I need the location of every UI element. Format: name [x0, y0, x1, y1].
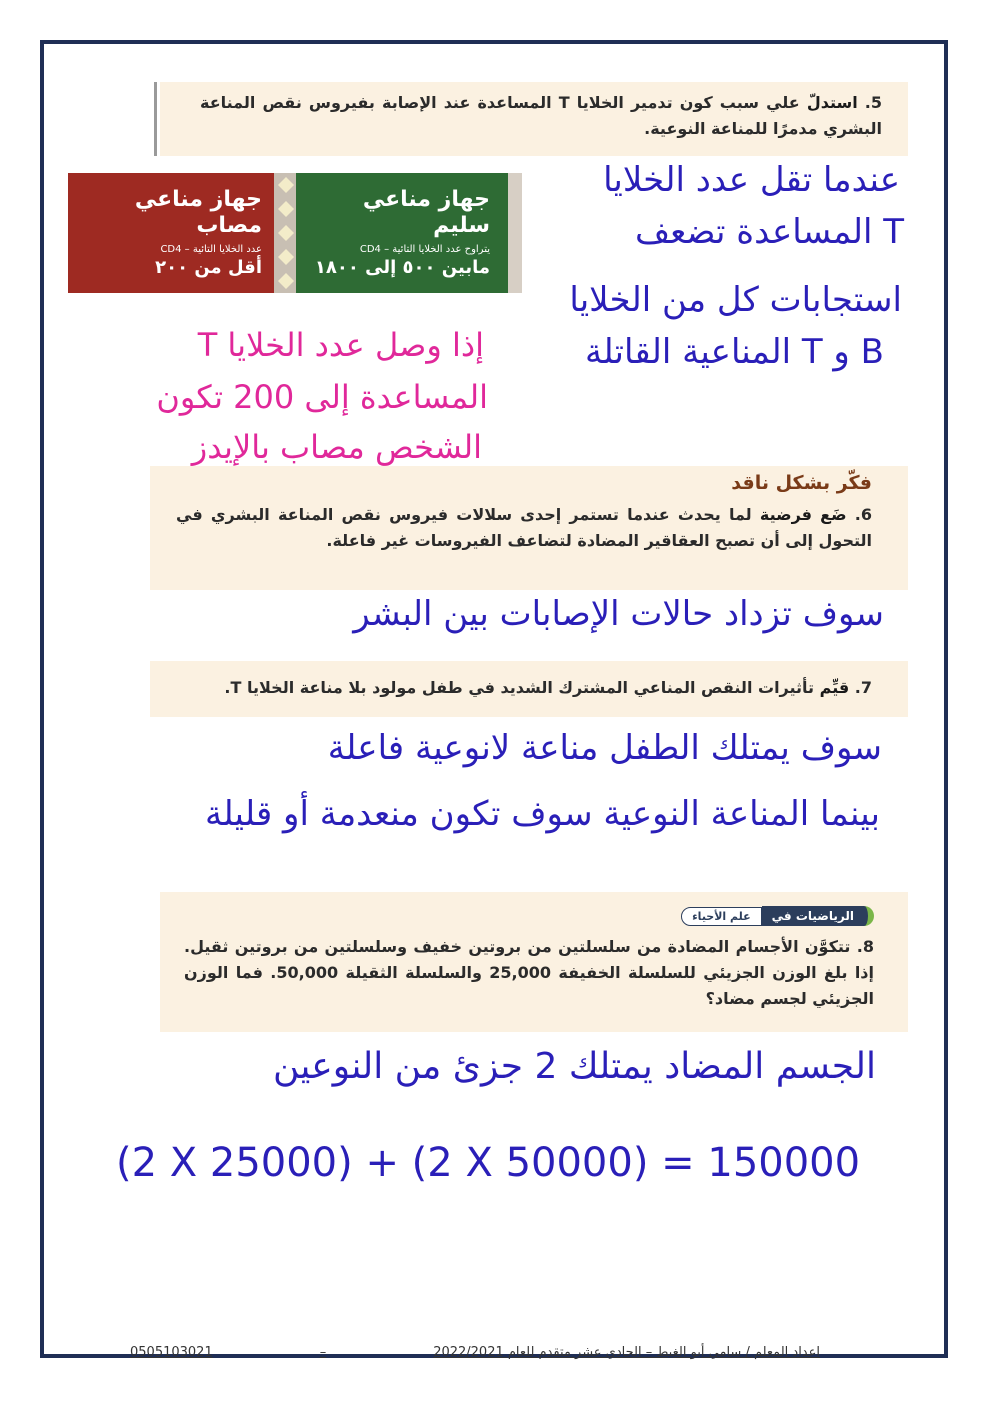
question-5-box	[160, 82, 908, 156]
question-keyword: استدلّ	[806, 93, 858, 112]
question-6-text	[150, 494, 908, 554]
healthy-title: جهاز مناعي سليم	[362, 187, 490, 238]
answer-7-line-1: سوف يمتلك الطفل مناعة لانوعية فاعلة	[327, 728, 882, 768]
footer-credit: اعداد المعلم / سامي أبو الغيط – الحادي عشر متقدم للعام 2022/2021	[433, 1345, 820, 1360]
question-body: تأثيرات النقص المناعي المشترك الشديد في طفل مولود بلا مناعة الخلايا T.	[224, 678, 815, 697]
infected-panel	[68, 173, 280, 293]
question-7-text	[150, 661, 908, 701]
healthy-caption: يتراوح عدد الخلايا التائية – CD4	[359, 244, 490, 255]
infected-value: أقل من ٢٠٠	[155, 257, 262, 278]
answer-5-line-3: استجابات كل من الخلايا	[569, 280, 902, 320]
question-7-box	[150, 661, 908, 717]
healthy-panel	[296, 173, 508, 293]
answer-8-equation: (2 X 25000) + (2 X 50000) = 150000	[116, 1140, 861, 1186]
question-body: تتكوَّن الأجسام المضادة من سلسلتين من بروتين خفيف وسلسلتين من بروتين ثقيل. إذا بلغ الوزن الجزيئي للسلسلة الخفيفة 25,000 والسلسلة الثقيلة 50,000. فما الوزن الجزيئي لجسم مضاد؟	[184, 937, 875, 1008]
question-5-text	[160, 82, 908, 142]
badge-sub: علم الأحياء	[681, 907, 762, 926]
healthy-value: مابين ٥٠٠ إلى ١٨٠٠	[314, 257, 490, 278]
note-pink-line-2: المساعدة إلى 200 تكون	[156, 378, 488, 416]
question-6-box	[150, 466, 908, 590]
question-8-text	[160, 926, 908, 1012]
question-number: 6.	[854, 505, 872, 524]
badge-main: الرياضيات في	[762, 906, 874, 926]
answer-5-line-1: عندما تقل عدد الخلايا	[603, 160, 900, 200]
question-keyword: ضَع فرضية	[759, 505, 847, 524]
math-in-biology-badge	[160, 892, 908, 926]
question-body: علي سبب كون تدمير الخلايا T المساعدة عند الإصابة بفيروس نقص المناعة البشري مدمرًا للمناعة النوعية.	[200, 93, 882, 138]
answer-6: سوف تزداد حالات الإصابات بين البشر	[353, 594, 884, 634]
question-body: لما يحدث عندما تستمر إحدى سلالات فيروس نقص المناعة البشري في التحول إلى أن تصبح العقاقير المضادة لتضاعف الفيروسات غير فاعلة.	[176, 505, 872, 550]
answer-5-line-2: T المساعدة تضعف	[634, 212, 904, 252]
footer-phone: 0505103021	[130, 1345, 213, 1360]
footer	[130, 1345, 820, 1360]
answer-7-line-2: بينما المناعة النوعية سوف تكون منعدمة أو قليلة	[204, 794, 880, 834]
question-number: 8.	[856, 937, 874, 956]
note-pink-line-3: الشخص مصاب بالإيدز	[191, 428, 482, 466]
cd4-banner	[68, 173, 522, 293]
infected-title: جهاز مناعي مصاب	[134, 187, 262, 238]
question-keyword: قيِّم	[819, 678, 850, 697]
zigzag-divider	[274, 173, 298, 293]
answer-5-line-4: B و T المناعية القاتلة	[585, 332, 884, 372]
footer-dash: –	[319, 1345, 327, 1360]
critical-thinking-title: فكّر بشكل ناقد	[731, 472, 872, 494]
question-8-box	[160, 892, 908, 1032]
answer-8-line-1: الجسم المضاد يمتلك 2 جزئ من النوعين	[273, 1046, 876, 1087]
infected-caption: عدد الخلايا التائية – CD4	[160, 244, 262, 255]
question-number: 5.	[864, 93, 883, 112]
note-pink-line-1: إذا وصل عدد الخلايا T	[197, 326, 484, 364]
question-number: 7.	[854, 678, 872, 697]
